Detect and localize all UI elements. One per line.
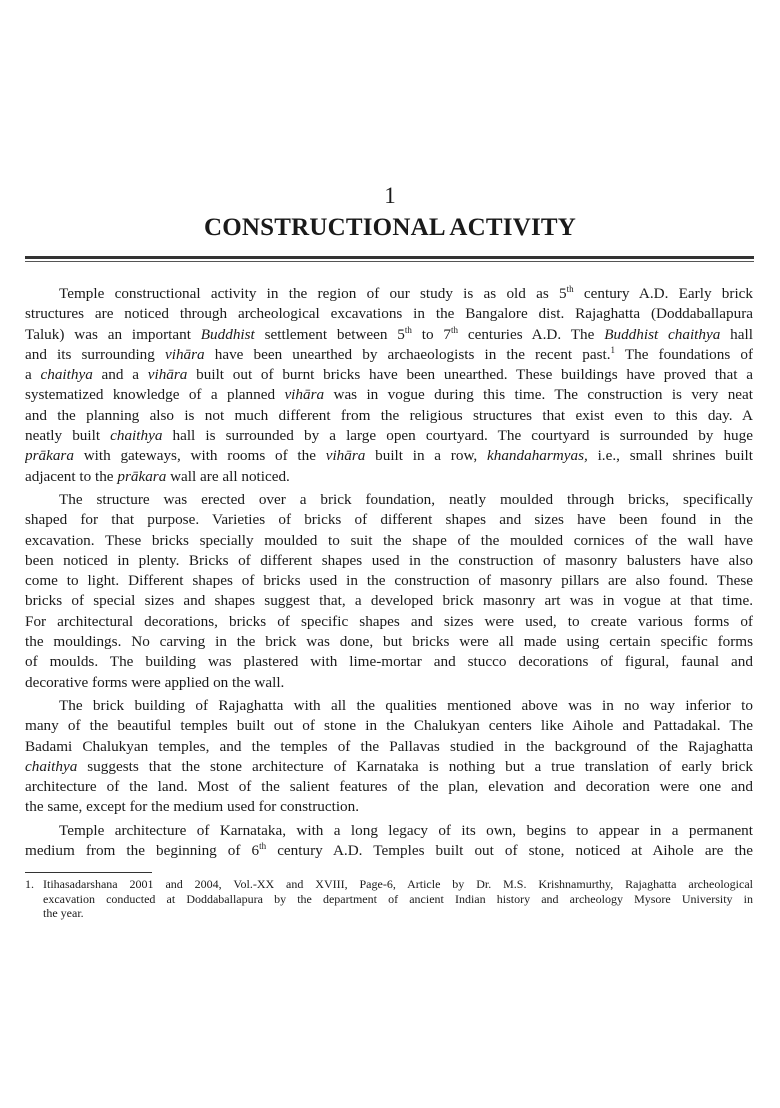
text-run: architecture of the land. Most of the salient features of the plan, elevation and decoration were one and [25,778,753,796]
footnote-text [43,877,753,921]
body-text [25,284,753,864]
text-run: built out of burnt bricks have been unearthed. These buildings have proved that a [187,366,753,384]
text-run: shaped for that purpose. Varieties of bricks of different shapes and sizes have been found in the [25,511,753,529]
text-line [25,510,753,530]
footnote-rule [25,872,152,873]
text-line [25,406,753,426]
italic-term: chaithya [25,757,78,775]
text-line [25,612,753,632]
footnote [25,877,753,921]
footnote-number: 1. [25,877,34,891]
text-run: and a [92,366,148,384]
paragraph [25,821,753,862]
text-run: Temple architecture of Karnataka, with a long legacy of its own, begins to appear in a permanent [59,821,753,839]
text-run: neatly built [25,427,111,445]
text-run: been noticed in plenty. Bricks of different shapes used in the construction of masonry balusters have also [25,551,753,569]
text-line [25,696,753,716]
text-line [25,365,753,385]
footnote-line: Itihasadarshana 2001 and 2004, Vol.-XX and XVIII, Page-6, Article by Dr. M.S. Krishnamurthy, Rajaghatta archeological [43,877,753,891]
text-run: Taluk) was an important [25,325,201,343]
text-run: the same, except for the medium used for construction. [25,798,360,816]
text-line [25,737,753,757]
text-line [25,531,753,551]
text-run: century A.D. Temples built out of stone, noticed at Aihole are the [266,842,753,860]
italic-term: vihāra [147,366,188,384]
text-line [25,426,753,446]
italic-term: vihāra [284,386,325,404]
paragraph [25,696,753,818]
text-line [25,551,753,571]
text-run: hall is surrounded by a large open courtyard. The courtyard is surrounded by huge [162,427,753,445]
superscript: 1 [610,344,616,355]
text-run: decorative forms were applied on the wall. [25,673,285,691]
italic-term: chaithya [110,427,163,445]
text-run: hall [720,325,753,343]
text-run: The structure was erected over a brick foundation, neatly moulded through bricks, specifically [59,490,753,508]
text-run: with gateways, with rooms of the [73,447,326,465]
text-line [25,385,753,405]
text-run: a [25,366,41,384]
title-rule-thin [25,261,754,262]
italic-term: Buddhist [200,325,255,343]
text-line [25,757,753,777]
footnote-item [25,877,753,921]
text-run: was in vogue during this time. The construction is very neat [324,386,753,404]
text-line [25,841,753,861]
text-run: settlement between 5 [254,325,405,343]
text-run: adjacent to the [25,467,118,485]
text-line [25,821,753,841]
text-run: Temple constructional activity in the region of our study is as old as 5 [59,285,567,302]
italic-term: prākara [25,447,74,465]
text-run: systematized knowledge of a planned [25,386,285,404]
superscript: th [259,841,267,852]
text-run: and its surrounding [25,345,165,363]
text-run: built in a row, [365,447,487,465]
text-line [25,446,753,466]
text-run: bricks of special sizes and shapes suggest that, a developed brick masonry art was in vogue at that time. [25,592,753,610]
text-run: to 7 [411,325,451,343]
text-run: The brick building of Rajaghatta with all the qualities mentioned above was in no way inferior to [59,696,753,714]
paragraph [25,284,753,487]
text-run: come to light. Different shapes of bricks used in the construction of masonry pillars are also found. These [25,572,753,590]
text-line [25,632,753,652]
italic-term: vihāra [164,345,205,363]
text-run: The foundations of [615,345,753,363]
chapter-number: 1 [384,183,396,208]
text-run: centuries A.D. The [458,325,605,343]
italic-term: chaithya [40,366,93,384]
text-run: structures are noticed through archeological excavations in the Bangalore dist. Rajaghatta (Doddaballapura [25,305,753,323]
text-line [25,571,753,591]
footnote-line: excavation conducted at Doddaballapura by the department of ancient Indian history and archeology Mysore University in [43,891,753,906]
superscript: th [566,284,574,294]
text-run: of moulds. The building was plastered with lime-mortar and stucco decorations of figural, faunal and [25,653,753,671]
footnote-line: the year. [43,906,84,921]
text-line [25,325,753,345]
paragraph [25,490,753,693]
text-line [25,777,753,797]
title-rule-thick [25,256,754,259]
text-run: have been unearthed by archaeologists in the recent past. [204,345,611,363]
text-line [25,284,753,304]
text-run: Badami Chalukyan temples, and the temples of the Pallavas studied in the background of the Rajaghatta [25,737,753,755]
italic-term: vihāra [325,447,366,465]
italic-term: Buddhist chaithya [604,325,721,343]
text-run: century A.D. Early brick [573,285,753,302]
text-line [25,591,753,611]
text-line [25,673,753,693]
text-line [25,490,753,510]
text-run: i.e., small shrines built [587,447,753,465]
superscript: th [451,324,459,335]
text-line [25,797,753,817]
text-run: the mouldings. No carving in the brick was done, but bricks were all made using certain specific forms [25,633,753,651]
text-line [25,467,753,487]
superscript: th [404,324,412,335]
text-run: wall are all noticed. [166,467,290,485]
text-line [25,345,753,365]
italic-term: khandaharmyas, [487,447,588,465]
text-run: excavation. These bricks specially moulded to suit the shape of the moulded cornices of the wall have [25,531,753,549]
text-line [25,304,753,324]
text-run: For architectural decorations, bricks of specific shapes and sizes were used, to create various forms of [25,612,753,630]
text-line [25,652,753,672]
text-run: medium from the beginning of 6 [25,842,260,860]
italic-term: prākara [117,467,167,485]
text-line [25,716,753,736]
chapter-title: CONSTRUCTIONAL ACTIVITY [203,214,577,241]
text-run: many of the beautiful temples built out of stone in the Chalukyan centers like Aihole and Pattadakal. The [25,717,753,735]
text-run: and the planning also is not much different from the religious structures that exist even to this day. A [25,406,753,424]
text-run: suggests that the stone architecture of Karnataka is nothing but a true translation of early brick [77,757,753,775]
